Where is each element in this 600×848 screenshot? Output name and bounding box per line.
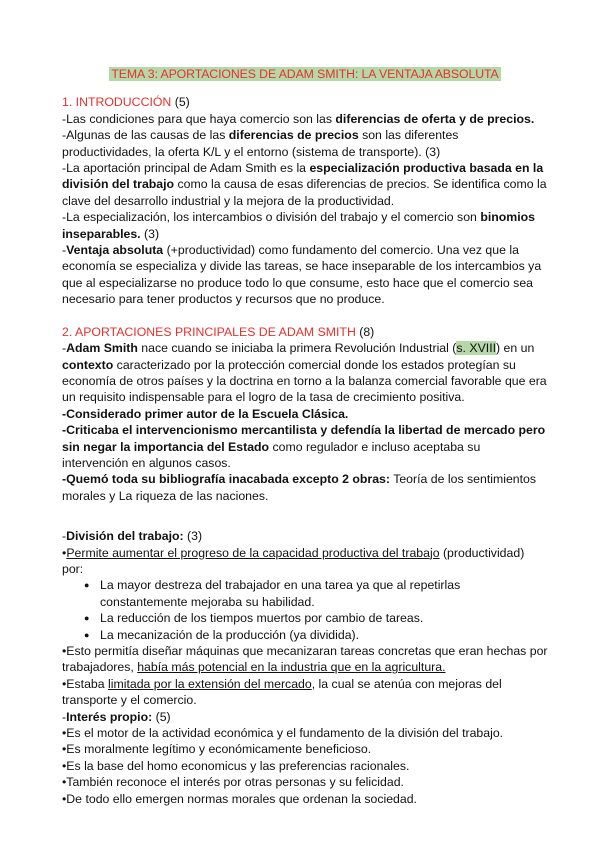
text-run: -Algunas de las causas de las [62,128,229,143]
text-run: •Estaba [62,676,109,691]
list-item: •También reconoce el interés por otras personas y su felicidad. [62,775,404,790]
list-item: ● La reducción de los tiempos muertos por cambio de tareas. [100,610,548,626]
text-run: • [62,545,67,560]
underlined-run: había más potencial en la industria que en la agricultura. [137,660,446,675]
bold-run: especialización productiva basada en la división del trabajo [62,161,544,192]
paragraph [62,545,548,578]
list-item: •Es el motor de la actividad económica y el fundamento de la división del trabajo. [62,726,504,741]
text-run: - [62,243,67,258]
subheading-division-trabajo [62,528,548,544]
text-run: (+productividad) como fundamento del comercio. Una vez que la economía se especializa y divide las tareas, se hace inseparable de los intercambios ya que al especializarse no produce todo lo que consume, esto hace que el comercio sea necesario para tener productos y recursos que no produce. [62,243,542,307]
text-run: -La aportación principal de Adam Smith es la [62,161,310,176]
text-run: - [62,709,67,724]
paragraph [62,111,548,127]
bold-run: -Quemó toda su bibliografía inacabada excepto 2 obras: [62,472,390,487]
text-run: (productividad) por: [62,545,525,576]
list-item: ● La mayor destreza del trabajador en una tarea ya que al repetirlas constantemente mejoraba su habilidad. [100,577,548,610]
bold-run: Interés propio: [66,709,153,724]
highlighted-run: s. XVIII [456,341,497,356]
paragraph [62,422,548,471]
text-run: Teoría de los sentimientos morales y La riqueza de las naciones. [62,472,537,503]
document-title: TEMA 3: APORTACIONES DE ADAM SMITH: LA VENTAJA ABSOLUTA [111,67,499,81]
bold-run: -Criticaba el intervencionismo mercantilista y defendía la libertad de mercado pero sin negar la importancia del Estado [62,423,546,454]
text-run: son las diferentes productividades, la oferta K/L y el entorno (sistema de transporte). (3) [62,128,459,159]
title-row [62,66,548,82]
bold-run: binomios inseparables. [62,210,535,241]
text-run: nace cuando se iniciaba la primera Revolución Industrial ( [137,341,457,356]
section-heading-text: 2. APORTACIONES PRINCIPALES DE ADAM SMITH [62,324,356,339]
paragraph [62,340,548,406]
text-run: (3) [140,226,160,241]
spacer [62,504,548,520]
bold-run: contexto [62,357,114,372]
bold-run: Adam Smith [66,341,138,356]
bold-run: División del trabajo: [66,529,184,544]
underlined-run: Permite aumentar el progreso de la capacidad productiva del trabajo [66,545,440,560]
text-run: •Esto permitía diseñar máquinas que mecanizaran tareas concretas que eran hechas por trabajadores, [62,644,548,675]
text-run: - [62,341,67,356]
bold-run: Ventaja absoluta [66,243,164,258]
paragraph [62,643,548,676]
bold-run: diferencias de precios [228,128,359,143]
section-heading-count: (8) [355,324,375,339]
list-item: •Es la base del homo economicus y las preferencias racionales. [62,758,410,773]
paragraph [62,242,548,308]
text-run: ) en un [496,341,535,356]
subheading-interes-propio [62,709,548,725]
text-run: (3) [183,529,203,544]
underlined-run: limitada por la extensión del mercado [108,676,312,691]
list-item: •Es moralmente legítimo y económicamente beneficioso. [62,742,372,757]
list-item: ● La mecanización de la producción (ya dividida). [100,627,548,643]
text-run: caracterizado por la protección comercial donde los estados protegían su economía de otros países y la doctrina en torno a la balanza comercial favorable que era un requisito indispensable para el logro de la tasa de crecimiento positiva. [62,357,547,405]
text-run: (5) [152,709,171,724]
paragraph [62,127,548,160]
list-item: •De todo ello emergen normas morales que ordenan la sociedad. [62,791,417,806]
paragraph [62,471,548,504]
text-run: , la cual se atenúa con mejoras del transporte y el comercio. [62,676,502,708]
bold-run: -Considerado primer autor de la Escuela Clásica. [62,406,349,421]
text-run: como la causa de esas diferencias de precios. Se identifica como la clave del desarrollo industrial y la mejora de la productividad. [62,177,547,208]
text-run: -La especialización, los intercambios o división del trabajo y el comercio son [62,210,481,225]
section-heading-introduccion [62,94,548,110]
section-heading-text: 1. INTRODUCCIÓN [62,95,172,110]
bullet-list [62,577,548,643]
paragraph [62,406,548,422]
section-heading-count: (5) [171,95,190,110]
text-run: - [62,529,67,544]
paragraph [62,209,548,242]
paragraph [62,160,548,209]
paragraph [62,676,548,709]
document-page [62,66,548,807]
bold-run: diferencias de oferta y de precios. [335,111,535,126]
text-run: -Las condiciones para que haya comercio son las [62,111,336,126]
section-heading-aportaciones [62,324,548,340]
text-run: como regulador e incluso aceptaba su intervención en algunos casos. [62,439,481,470]
